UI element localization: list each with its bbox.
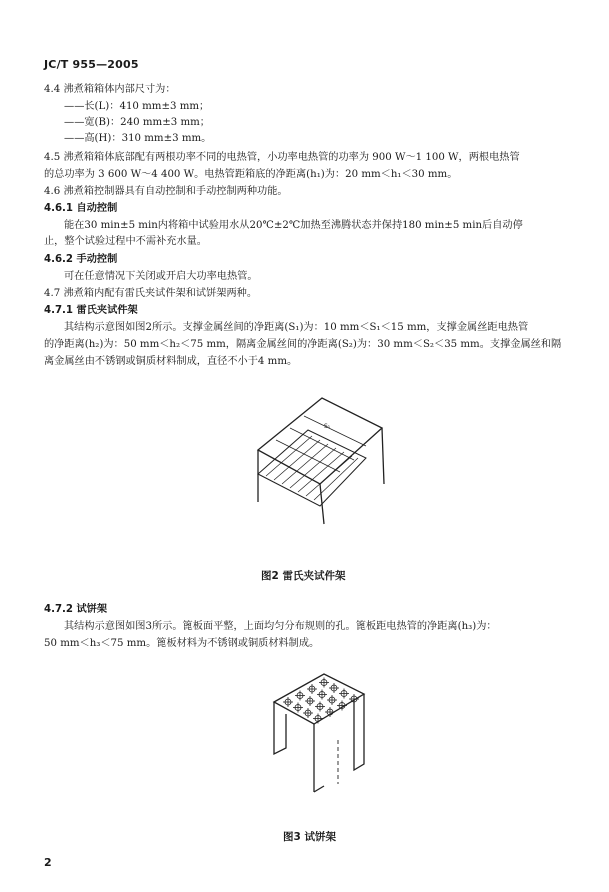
text-line: 4.6 沸煮箱控制器具有自动控制和手动控制两种功能。 <box>44 186 288 197</box>
plate-hole <box>283 697 293 707</box>
plate-hole <box>307 684 317 694</box>
text-line: ——宽(B)：240 mm±3 mm； <box>64 117 210 128</box>
plate-hole <box>305 696 315 706</box>
text-line: 可在任意情况下关闭或开启大功率电热管。 <box>64 271 258 282</box>
text-line: 50 mm＜h₃＜75 mm。篦板材料为不锈钢或铜质材料制成。 <box>44 638 320 649</box>
plate-hole <box>303 708 313 718</box>
text-line: 4.6.1 自动控制 <box>44 203 118 214</box>
text-line: 4.7.1 雷氏夹试件架 <box>44 305 138 316</box>
figure-2-specimen-rack <box>244 388 384 528</box>
text-line: 4.7.2 试饼架 <box>44 604 108 615</box>
text-line: 4.6.2 手动控制 <box>44 254 118 265</box>
standard-code-header: JC/T 955—2005 <box>44 58 139 71</box>
text-line: 的总功率为 3 600 W～4 400 W。电热管距箱底的净距离(h₁)为：20 mm＜h₁＜30 mm。 <box>44 169 458 180</box>
plate-hole <box>325 707 335 717</box>
figure-3-caption: 图3 试饼架 <box>283 831 336 843</box>
text-line: 其结构示意图如图3所示。篦板面平整，上面均匀分布规则的孔。篦板距电热管的净距离(h₃)为： <box>64 621 497 632</box>
plate-hole <box>319 678 329 688</box>
text-line: 的净距离(h₂)为：50 mm＜h₂＜75 mm，隔离金属丝间的净距离(S₂)为：30 mm＜S₂＜35 mm。支撑金属丝和隔 <box>44 339 562 350</box>
plate-hole <box>295 691 305 701</box>
text-line: 离金属丝由不锈钢或铜质材料制成，直径不小于4 mm。 <box>44 356 298 367</box>
plate-hole <box>329 683 339 693</box>
text-line: 4.4 沸煮箱箱体内部尺寸为： <box>44 84 176 95</box>
plate-hole <box>317 690 327 700</box>
figure-3-cake-rack <box>266 668 366 798</box>
plate-hole <box>339 689 349 699</box>
text-line: 4.5 沸煮箱箱体底部配有两根功率不同的电热管，小功率电热管的功率为 900 W～1 100 W，两根电热管 <box>44 152 520 163</box>
plate-hole <box>293 703 303 713</box>
text-line: ——高(H)：310 mm±3 mm。 <box>64 133 212 144</box>
plate-hole <box>315 702 325 712</box>
text-line: 止，整个试验过程中不需补充水量。 <box>44 236 207 247</box>
page-number: 2 <box>44 856 52 869</box>
text-line: ——长(L)：410 mm±3 mm； <box>64 101 210 112</box>
s1-label: S₁ <box>324 423 331 430</box>
text-line: 其结构示意图如图2所示。支撑金属丝间的净距离(S₁)为：10 mm＜S₁＜15 mm，支撑金属丝距电热管 <box>64 322 529 333</box>
plate-hole <box>327 695 337 705</box>
text-line: 能在30 min±5 min内将箱中试验用水从20℃±2℃加热至沸腾状态并保持180 min±5 min后自动停 <box>64 220 523 231</box>
figure-2-caption: 图2 雷氏夹试件架 <box>261 570 346 582</box>
text-line: 4.7 沸煮箱内配有雷氏夹试件架和试饼架两种。 <box>44 288 258 299</box>
plate-hole <box>313 714 323 724</box>
